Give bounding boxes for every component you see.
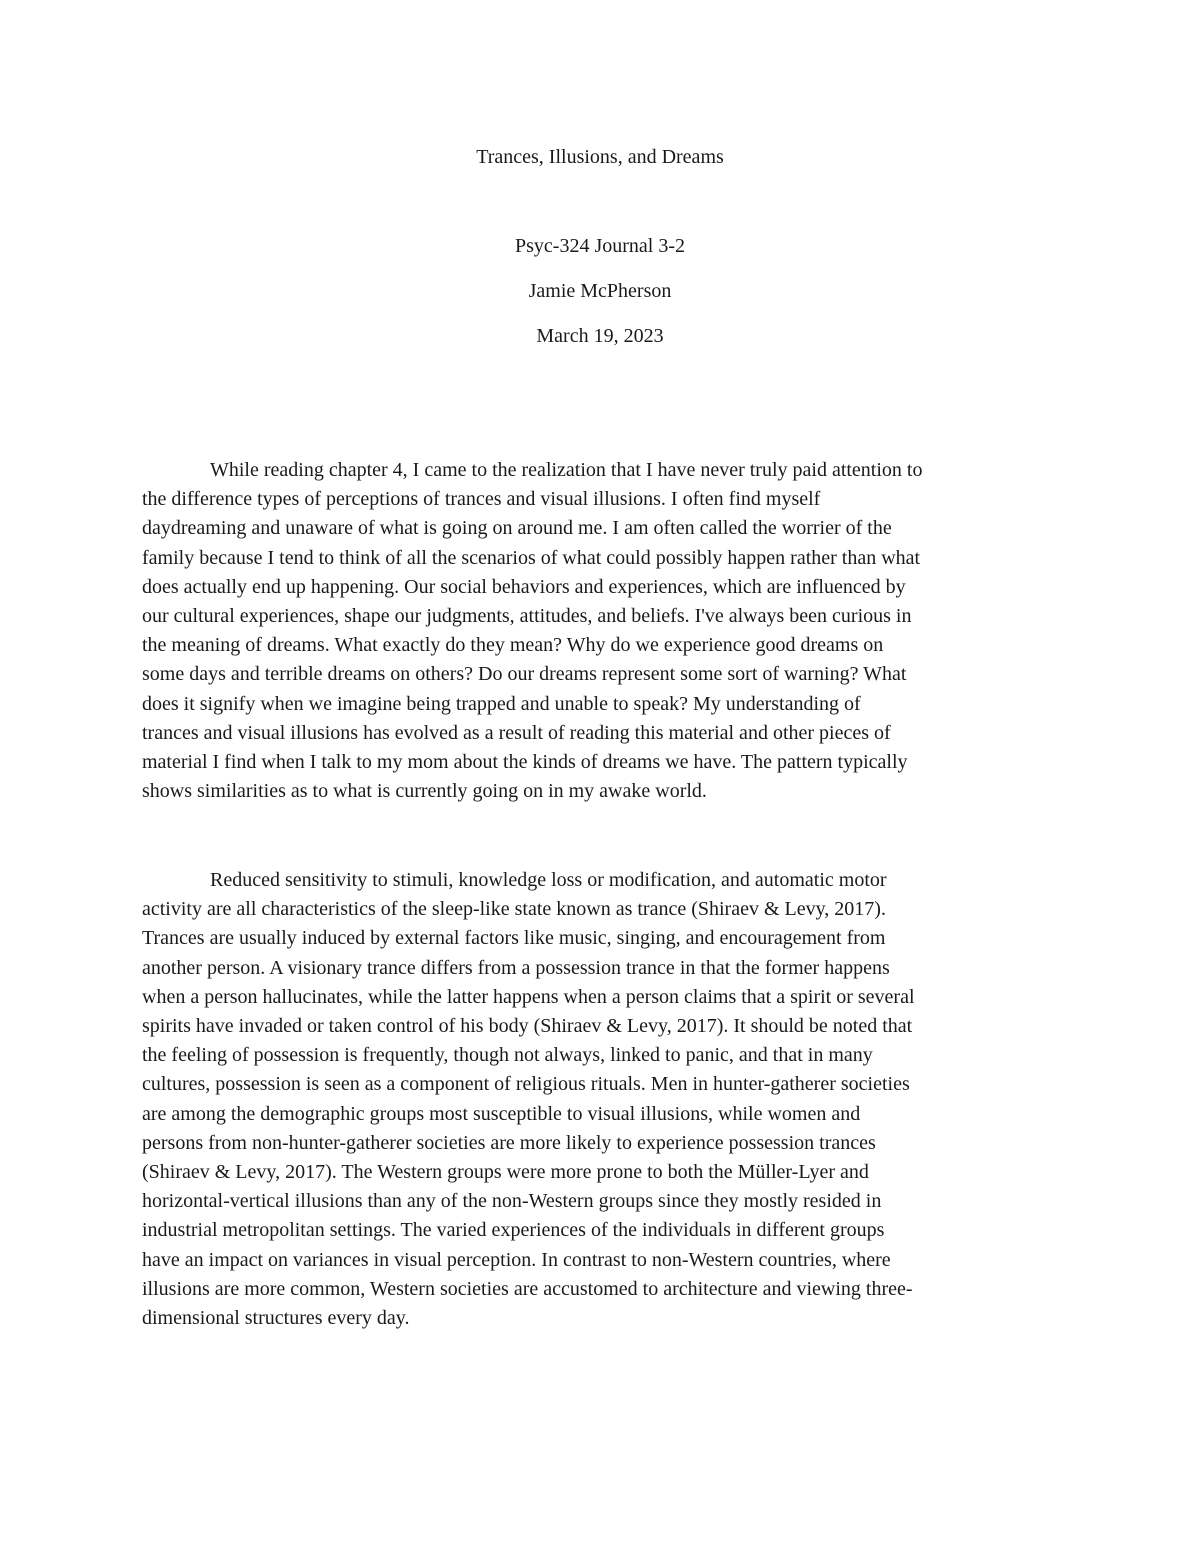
paragraph-line: the feeling of possession is frequently, though not always, linked to panic, and that in many [142,1044,873,1067]
paragraph-line: shows similarities as to what is currently going on in my awake world. [142,780,707,803]
paragraph-line: another person. A visionary trance differs from a possession trance in that the former happens [142,956,890,979]
paragraph-line: some days and terrible dreams on others? Do our dreams represent some sort of warning? What [142,663,907,686]
paragraph-line: the meaning of dreams. What exactly do they mean? Why do we experience good dreams on [142,634,884,657]
paragraph-line: horizontal-vertical illusions than any of the non-Western groups since they mostly resided in [142,1190,882,1213]
paragraph-line: While reading chapter 4, I came to the realization that I have never truly paid attention to [210,459,923,481]
paragraph-line: Reduced sensitivity to stimuli, knowledge loss or modification, and automatic motor [210,869,887,891]
paragraph-line: are among the demographic groups most susceptible to visual illusions, while women and [142,1102,861,1125]
paragraph-line: have an impact on variances in visual perception. In contrast to non-Western countries, where [142,1248,891,1271]
paragraph-line: industrial metropolitan settings. The varied experiences of the individuals in different groups [142,1219,885,1242]
paragraph-line: when a person hallucinates, while the latter happens when a person claims that a spirit or several [142,985,915,1008]
document-date: March 19, 2023 [536,325,664,347]
paragraph-2 [142,866,1058,1333]
paragraph-line: trances and visual illusions has evolved as a result of reading this material and other pieces of [142,721,891,744]
paragraph-1 [142,456,1058,806]
paragraph-line: family because I tend to think of all the scenarios of what could possibly happen rather than what [142,546,921,569]
paragraph-line: does actually end up happening. Our social behaviors and experiences, which are influenced by [142,575,906,598]
paragraph-line: persons from non-hunter-gatherer societies are more likely to experience possession trances [142,1131,876,1154]
paragraph-line: (Shiraev & Levy, 2017). The Western groups were more prone to both the Müller-Lyer and [142,1161,869,1184]
paragraph-line: dimensional structures every day. [142,1307,410,1330]
paragraph-line: daydreaming and unaware of what is going on around me. I am often called the worrier of the [142,517,892,540]
paragraph-line: material I find when I talk to my mom about the kinds of dreams we have. The pattern typically [142,751,908,774]
paragraph-line: does it signify when we imagine being trapped and unable to speak? My understanding of [142,692,861,715]
course-label: Psyc-324 Journal 3-2 [515,235,685,257]
paragraph-line: activity are all characteristics of the sleep-like state known as trance (Shiraev & Levy, 2017). [142,898,886,921]
paragraph-line: spirits have invaded or taken control of his body (Shiraev & Levy, 2017). It should be noted that [142,1015,913,1038]
paragraph-line: the difference types of perceptions of trances and visual illusions. I often find myself [142,488,821,511]
document-title: Trances, Illusions, and Dreams [476,146,724,168]
paragraph-line: illusions are more common, Western societies are accustomed to architecture and viewing three- [142,1277,913,1300]
paragraph-line: cultures, possession is seen as a component of religious rituals. Men in hunter-gatherer societies [142,1073,910,1096]
paragraph-line: Trances are usually induced by external factors like music, singing, and encouragement from [142,927,886,950]
paragraph-line: our cultural experiences, shape our judgments, attitudes, and beliefs. I've always been curious in [142,605,912,628]
author-name: Jamie McPherson [528,280,672,302]
